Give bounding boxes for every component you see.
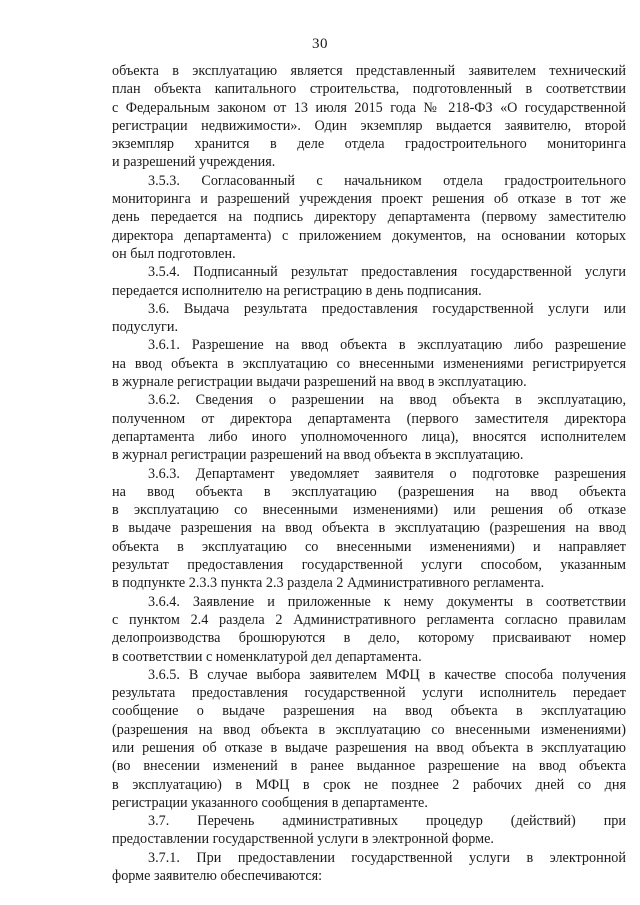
text-line: департамента либо иного уполномоченного лица), вносятся исполнителем xyxy=(112,428,626,445)
text-line: регистрации указанного сообщения в департаменте. xyxy=(112,794,428,811)
text-line: в подпункте 2.3.3 пункта 2.3 раздела 2 Административного регламента. xyxy=(112,575,545,592)
text-line: 3.6.2. Сведения о разрешении на ввод объекта в эксплуатацию, xyxy=(148,392,626,409)
text-line: на ввод объекта в эксплуатацию со внесенными изменениями регистрируется xyxy=(112,355,626,372)
text-line: форме заявителю обеспечиваются: xyxy=(112,868,323,885)
text-line: в соответствии с номенклатурой дел департамента. xyxy=(112,648,422,665)
text-line: делопроизводства брошюруются в дело, которому присваивают номер xyxy=(112,630,626,647)
text-line: с Федеральным законом от 13 июля 2015 года № 218-ФЗ «О государственной xyxy=(112,99,626,116)
text-line: объекта в эксплуатацию со внесенными изменениями) и направляет xyxy=(112,538,626,555)
text-line: в эксплуатацию) в МФЦ в срок не позднее 2 рабочих дней со дня xyxy=(112,776,626,793)
page-number: 30 xyxy=(312,36,328,52)
text-line: экземпляр хранится в деле отдела градостроительного мониторинга xyxy=(112,136,626,153)
text-line: регистрации недвижимости». Один экземпляр выдается заявителю, второй xyxy=(112,117,626,134)
text-line: в журнал регистрации разрешений на ввод объекта в эксплуатацию. xyxy=(112,447,524,464)
text-line: 3.5.3. Согласованный с начальником отдела градостроительного xyxy=(148,172,626,189)
text-line: подуслуги. xyxy=(112,319,179,336)
text-line: с пунктом 2.4 раздела 2 Административного регламента согласно правилам xyxy=(112,611,626,628)
text-line: в журнале регистрации выдачи разрешений на ввод в эксплуатацию. xyxy=(112,374,527,391)
text-line: на ввод объекта в эксплуатацию (разрешения на ввод объекта xyxy=(112,483,626,500)
text-line: в выдаче разрешения на ввод объекта в эксплуатацию (разрешения на ввод xyxy=(112,520,626,537)
text-line: 3.7. Перечень административных процедур (действий) при xyxy=(148,813,626,830)
text-line: он был подготовлен. xyxy=(112,245,236,262)
text-line: полученном от директора департамента (первого заместителя директора xyxy=(112,410,626,427)
text-line: результат предоставления государственной услуги способом, указанным xyxy=(112,557,626,574)
text-line: мониторинга и разрешений учреждения проект решения об отказе в тот же xyxy=(112,191,626,208)
text-line: или решения об отказе в выдаче разрешения на ввод объекта в эксплуатацию xyxy=(112,739,626,756)
text-line: 3.6.3. Департамент уведомляет заявителя о подготовке разрешения xyxy=(148,465,626,482)
text-line: день передается на подпись директору департамента (первому заместителю xyxy=(112,209,626,226)
text-line: результата предоставления государственной услуги исполнитель передает xyxy=(112,685,626,702)
text-line: (во внесении изменений в ранее выданное разрешение на ввод объекта xyxy=(112,758,626,775)
text-line: план объекта капитального строительства, подготовленный в соответствии xyxy=(112,81,626,98)
text-line: директора департамента) с приложением документов, на основании которых xyxy=(112,227,626,244)
text-line: сообщение о выдаче разрешения на ввод объекта в эксплуатацию xyxy=(112,703,626,720)
text-line: (разрешения на ввод объекта в эксплуатацию со внесенными изменениями) xyxy=(112,721,626,738)
text-line: объекта в эксплуатацию является представленный заявителем технический xyxy=(112,63,626,79)
text-line: 3.5.4. Подписанный результат предоставления государственной услуги xyxy=(148,264,626,281)
text-line: предоставлении государственной услуги в электронной форме. xyxy=(112,831,494,848)
body-text xyxy=(112,62,626,885)
text-line: 3.6.5. В случае выбора заявителем МФЦ в качестве способа получения xyxy=(148,666,626,683)
text-line: 3.6.4. Заявление и приложенные к нему документы в соответствии xyxy=(148,593,626,610)
text-line: 3.6.1. Разрешение на ввод объекта в эксплуатацию либо разрешение xyxy=(148,337,626,354)
text-line: и разрешений учреждения. xyxy=(112,154,276,171)
text-line: 3.6. Выдача результата предоставления государственной услуги или xyxy=(148,300,626,317)
text-line: передается исполнителю на регистрацию в день подписания. xyxy=(112,282,482,299)
text-line: 3.7.1. При предоставлении государственной услуги в электронной xyxy=(148,849,626,866)
text-line: в эксплуатацию со внесенными изменениями) или решения об отказе xyxy=(112,502,626,519)
